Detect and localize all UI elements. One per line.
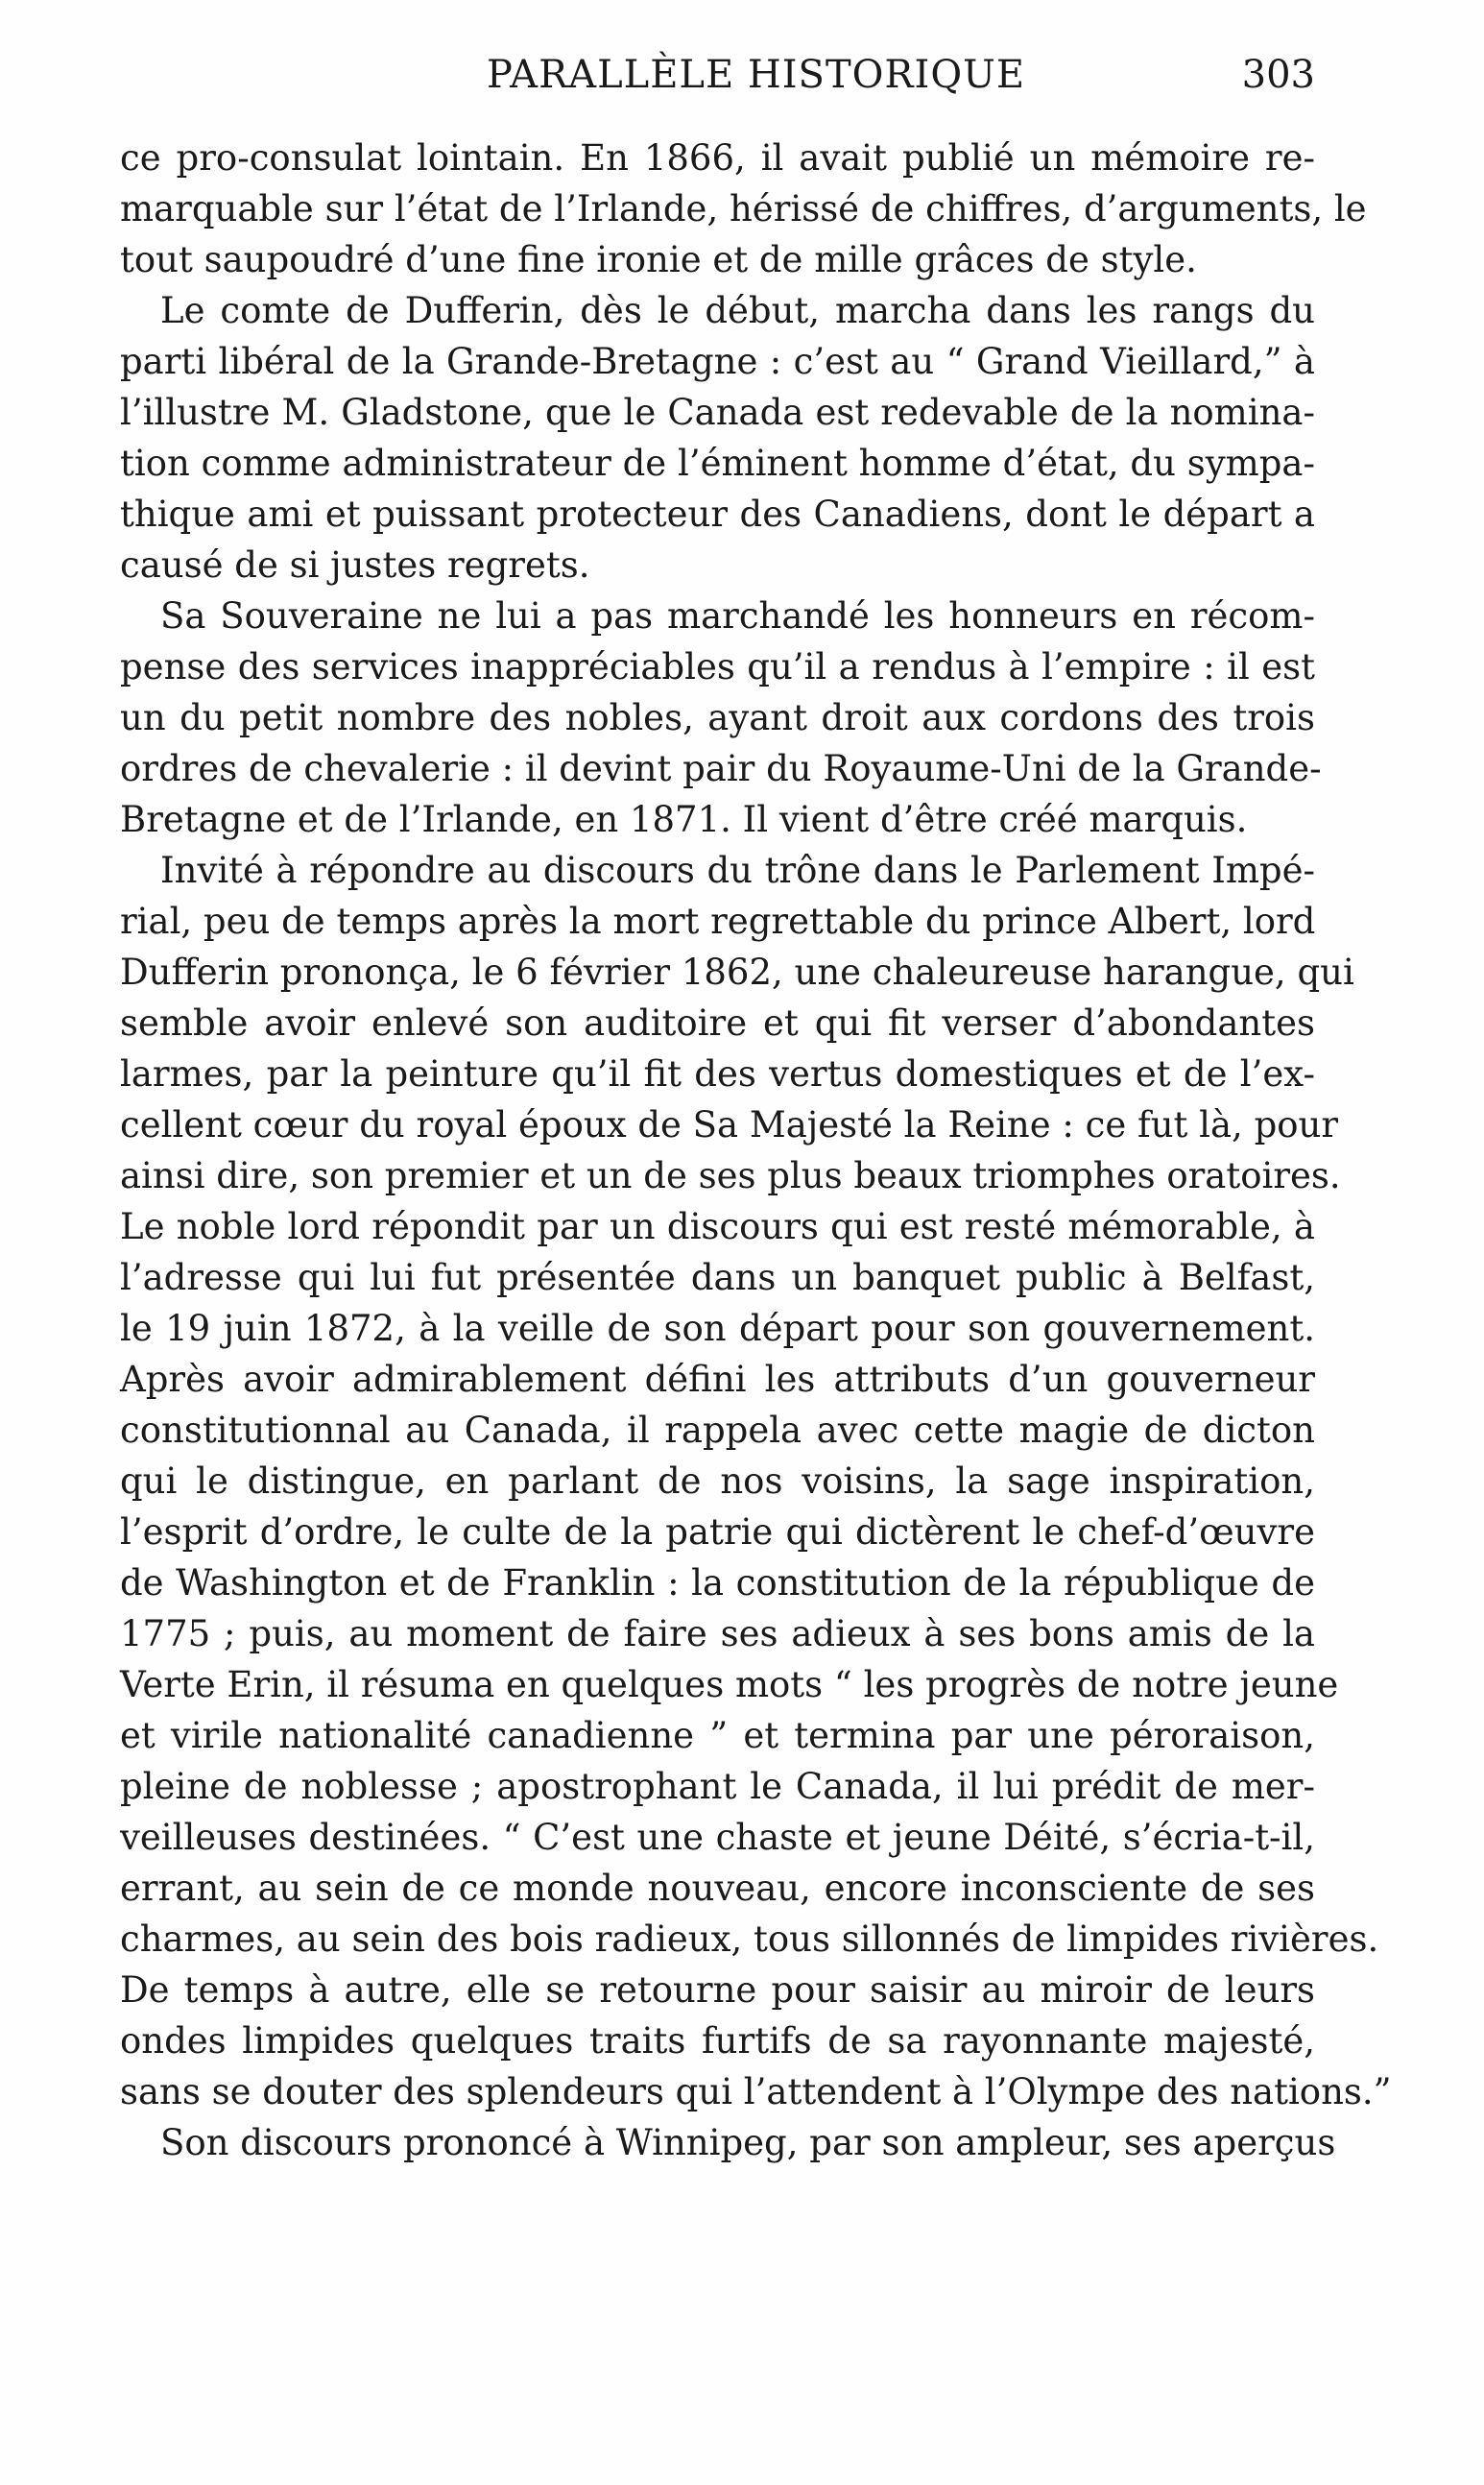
paragraph	[120, 285, 1315, 591]
text-line: Le noble lord répondit par un discours qui est resté mémorable, à	[120, 1206, 1315, 1247]
text-line: marquable sur l’état de l’Irlande, hérissé de chiffres, d’arguments, le	[120, 188, 1367, 229]
text-line: sans se douter des splendeurs qui l’attendent à l’Olympe des nations.”	[120, 2071, 1392, 2112]
text-line: De temps à autre, elle se retourne pour saisir au miroir de leurs	[120, 1969, 1315, 2011]
text-line: tion comme administrateur de l’éminent homme d’état, du sympa-	[120, 443, 1315, 484]
text-line: semble avoir enlevé son auditoire et qui fit verser d’abondantes	[120, 1002, 1315, 1044]
text-line: Son discours prononcé à Winnipeg, par son ampleur, ses aperçus	[160, 2122, 1336, 2163]
text-line: Après avoir admirablement défini les attributs d’un gouverneur	[120, 1359, 1315, 1400]
page-number: 303	[1241, 53, 1315, 97]
text-line: larmes, par la peinture qu’il fit des vertus domestiques et de l’ex-	[120, 1053, 1315, 1095]
text-line: Invité à répondre au discours du trône dans le Parlement Impé-	[160, 850, 1315, 891]
text-line: ainsi dire, son premier et un de ses plus beaux triomphes oratoires.	[120, 1155, 1341, 1196]
text-line: causé de si justes regrets.	[120, 544, 590, 586]
text-line: Bretagne et de l’Irlande, en 1871. Il vient d’être créé marquis.	[120, 799, 1248, 840]
paragraph	[120, 2117, 1336, 2168]
text-line: pleine de noblesse ; apostrophant le Canada, il lui prédit de mer-	[120, 1766, 1315, 1807]
text-line: Verte Erin, il résuma en quelques mots “ les progrès de notre jeune	[120, 1664, 1339, 1705]
text-line: un du petit nombre des nobles, ayant droit aux cordons des trois	[120, 697, 1315, 738]
text-line: de Washington et de Franklin : la constitution de la république de	[120, 1562, 1315, 1604]
paragraph	[120, 845, 1392, 2117]
paragraph	[120, 133, 1367, 285]
text-line: l’adresse qui lui fut présentée dans un banquet public à Belfast,	[120, 1257, 1315, 1298]
text-line: pense des services inappréciables qu’il a rendus à l’empire : il est	[120, 646, 1315, 688]
text-line: ce pro-consulat lointain. En 1866, il avait publié un mémoire re-	[120, 137, 1315, 179]
text-line: l’illustre M. Gladstone, que le Canada est redevable de la nomina-	[120, 392, 1315, 433]
text-line: ordres de chevalerie : il devint pair du Royaume-Uni de la Grande-	[120, 748, 1322, 789]
text-line: qui le distingue, en parlant de nos voisins, la sage inspiration,	[120, 1460, 1315, 1502]
text-line: parti libéral de la Grande-Bretagne : c’est au “ Grand Vieillard,” à	[120, 341, 1315, 382]
text-line: Le comte de Dufferin, dès le début, marcha dans les rangs du	[160, 290, 1315, 331]
text-line: rial, peu de temps après la mort regrettable du prince Albert, lord	[120, 901, 1316, 942]
text-line: cellent cœur du royal époux de Sa Majesté la Reine : ce fut là, pour	[120, 1104, 1339, 1146]
text-line: constitutionnal au Canada, il rappela avec cette magie de dicton	[120, 1410, 1315, 1451]
text-line: le 19 juin 1872, à la veille de son départ pour son gouvernement.	[120, 1308, 1315, 1349]
text-line: Sa Souveraine ne lui a pas marchandé les honneurs en récom-	[160, 595, 1315, 637]
text-line: l’esprit d’ordre, le culte de la patrie qui dictèrent le chef-d’œuvre	[120, 1511, 1315, 1553]
running-head	[120, 46, 1315, 104]
text-line: charmes, au sein des bois radieux, tous sillonnés de limpides rivières.	[120, 1918, 1379, 1960]
running-title: PARALLÈLE HISTORIQUE	[486, 53, 1026, 97]
text-line: et virile nationalité canadienne ” et termina par une péroraison,	[120, 1715, 1315, 1756]
text-line: tout saupoudré d’une fine ironie et de mille grâces de style.	[120, 239, 1197, 280]
text-line: thique ami et puissant protecteur des Canadiens, dont le départ a	[120, 494, 1315, 535]
paragraph	[120, 591, 1322, 845]
text-line: 1775 ; puis, au moment de faire ses adieux à ses bons amis de la	[120, 1613, 1315, 1654]
body-text	[120, 133, 1392, 2168]
text-line: veilleuses destinées. “ C’est une chaste et jeune Déité, s’écria-t-il,	[120, 1817, 1315, 1858]
text-line: errant, au sein de ce monde nouveau, encore inconsciente de ses	[120, 1868, 1315, 1909]
text-line: ondes limpides quelques traits furtifs de sa rayonnante majesté,	[120, 2020, 1315, 2062]
text-line: Dufferin prononça, le 6 février 1862, une chaleureuse harangue, qui	[120, 952, 1354, 993]
